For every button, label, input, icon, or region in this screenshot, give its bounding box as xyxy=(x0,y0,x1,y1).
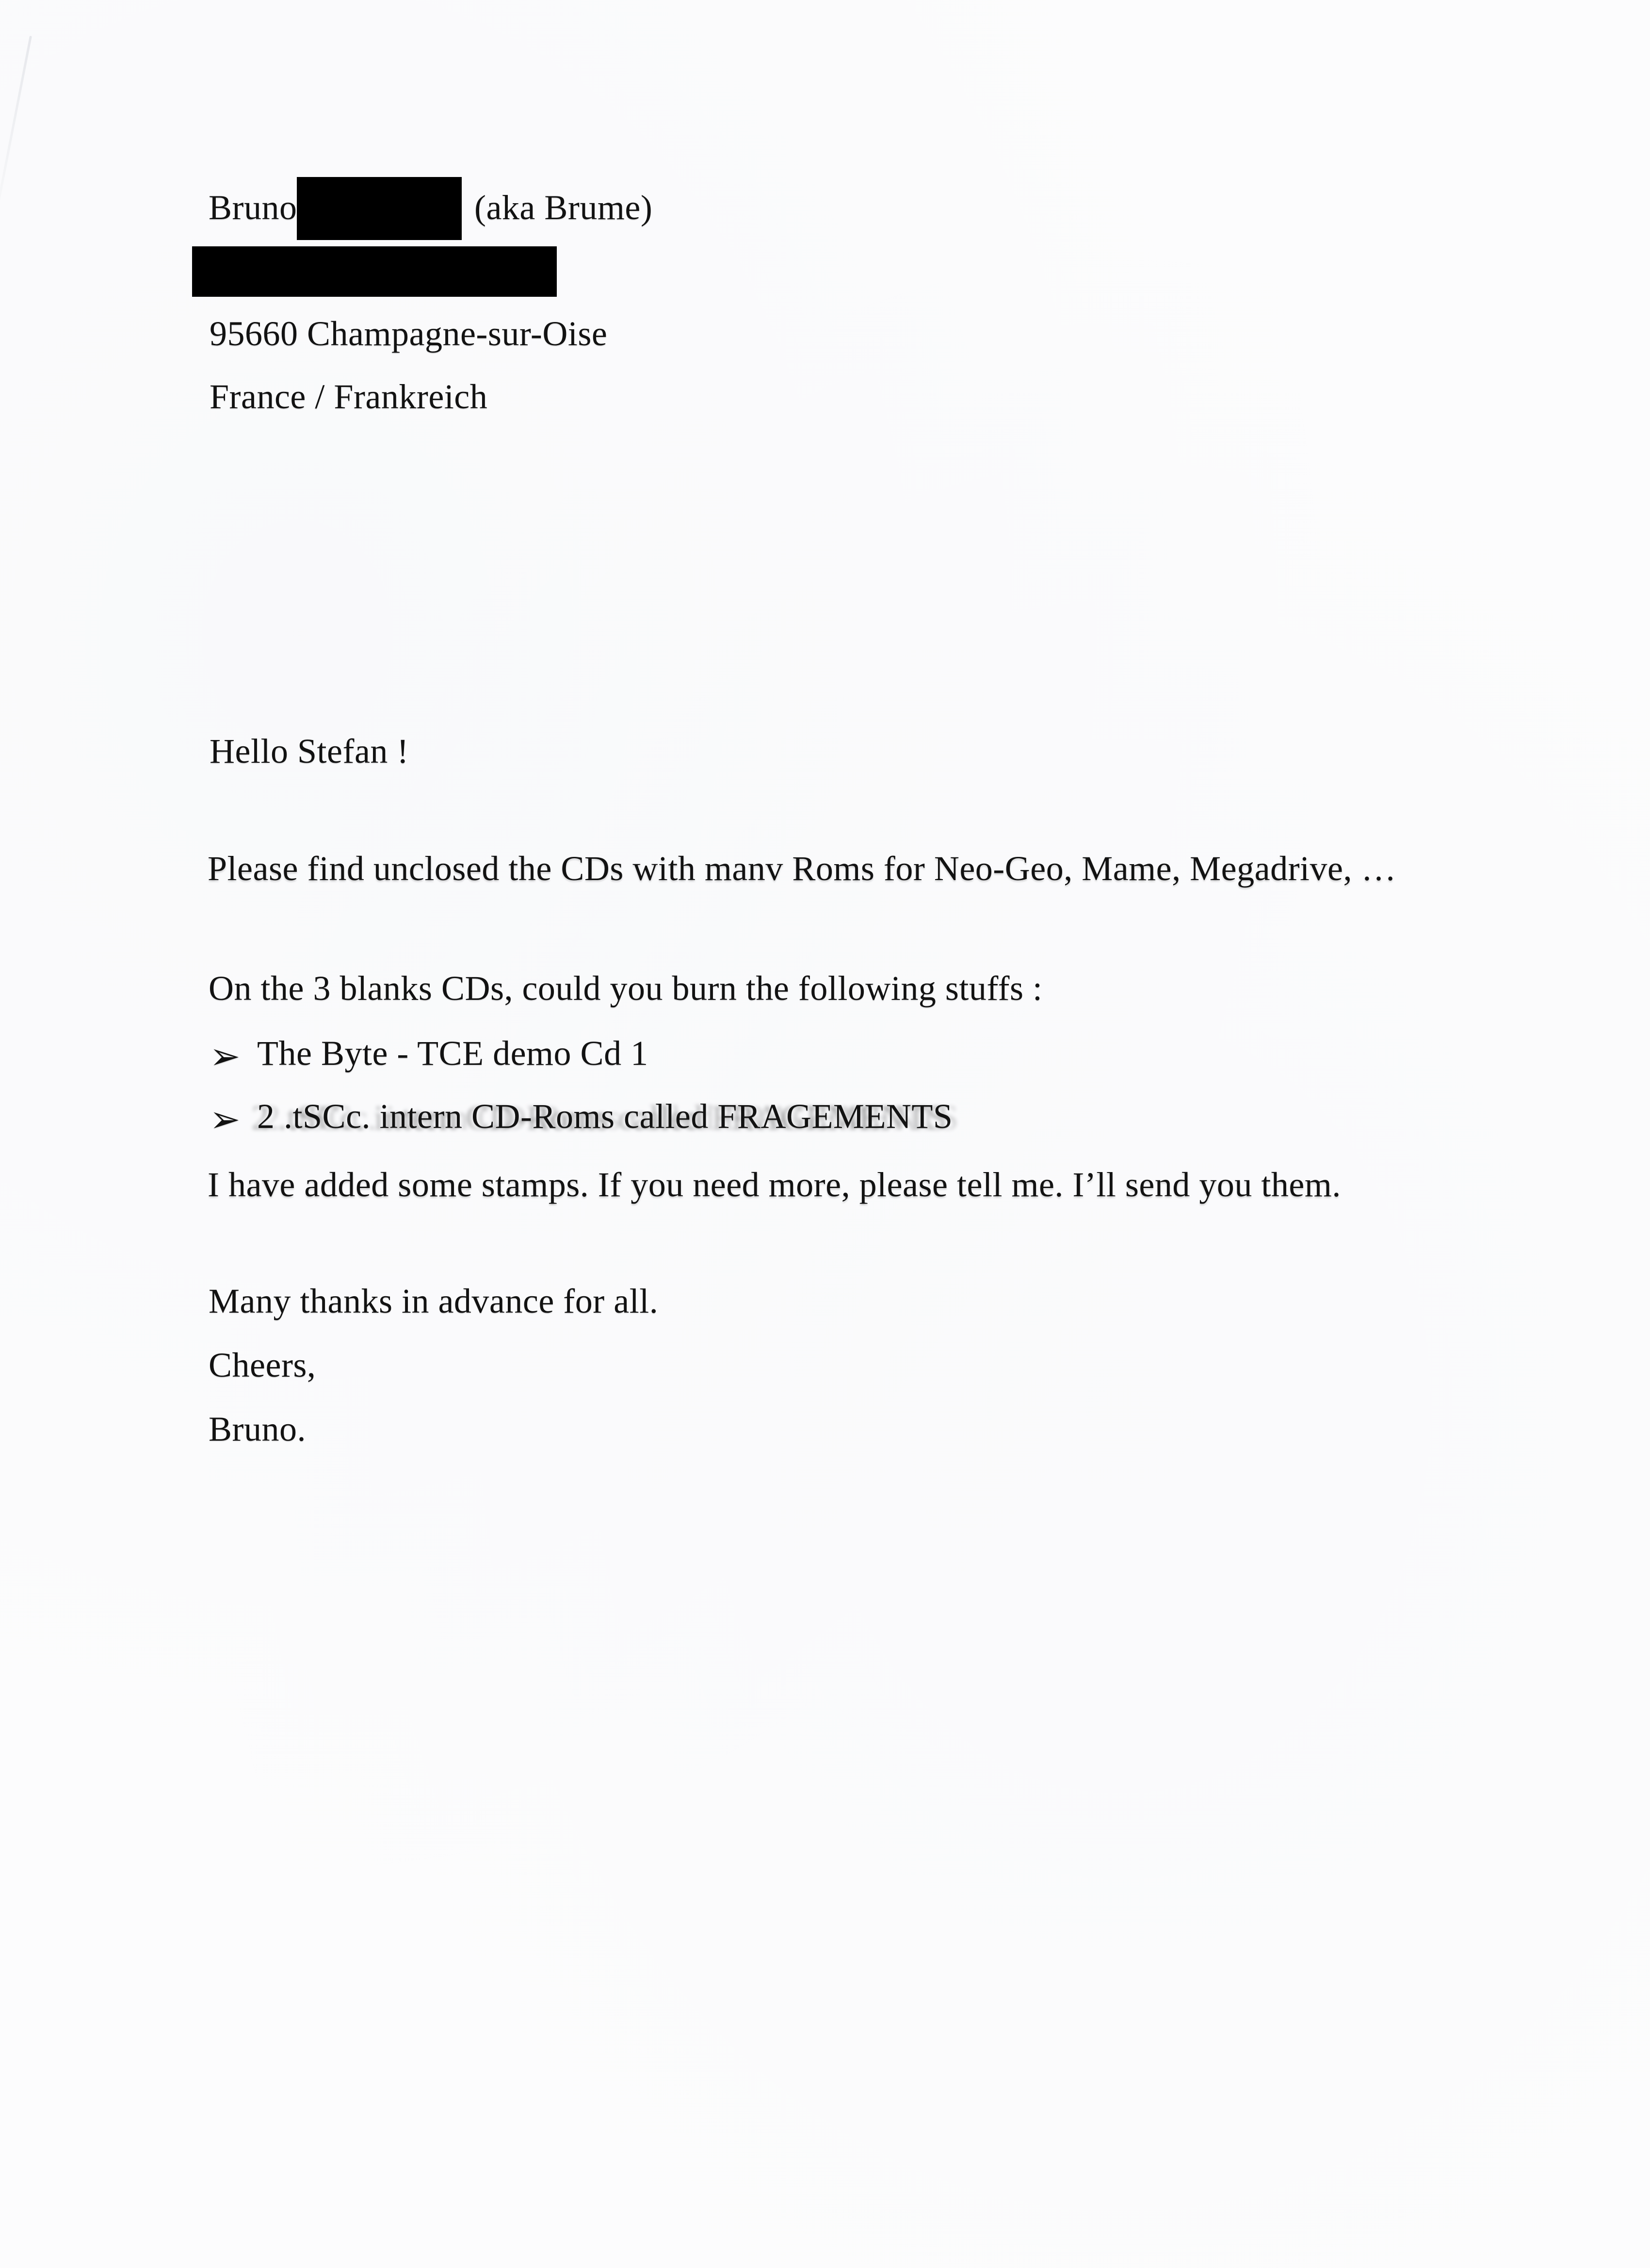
scan-streak-artifact xyxy=(0,35,32,241)
bullet-text: 2 .tSCc. intern CD-Roms called FRAGEMENTS xyxy=(257,1097,953,1136)
salutation-line: Cheers, xyxy=(209,1346,316,1384)
thanks-line: Many thanks in advance for all. xyxy=(209,1282,659,1320)
sender-alias: (aka Brume) xyxy=(474,188,653,227)
greeting-line: Hello Stefan ! xyxy=(210,732,409,771)
bullet-text: The Byte - TCE demo Cd 1 xyxy=(257,1034,648,1073)
country-line: France / Frankreich xyxy=(210,377,488,416)
bullet-item xyxy=(210,1097,953,1141)
arrow-bullet-icon: ➢ xyxy=(210,1034,241,1078)
sender-name: Bruno xyxy=(209,188,297,227)
redaction-box-surname xyxy=(297,177,462,240)
signature-line: Bruno. xyxy=(209,1410,306,1448)
arrow-bullet-icon: ➢ xyxy=(210,1097,241,1141)
request-line: On the 3 blanks CDs, could you burn the following stuffs : xyxy=(209,969,1043,1008)
postal-code-line: 95660 Champagne-sur-Oise xyxy=(210,314,608,353)
bullet-item xyxy=(210,1034,648,1078)
intro-paragraph: Please find unclosed the CDs with manv Roms for Neo-Geo, Mame, Megadrive, … xyxy=(208,849,1397,888)
stamps-line: I have added some stamps. If you need more, please tell me. I’ll send you them. xyxy=(208,1165,1341,1204)
redaction-box-address xyxy=(192,246,557,297)
